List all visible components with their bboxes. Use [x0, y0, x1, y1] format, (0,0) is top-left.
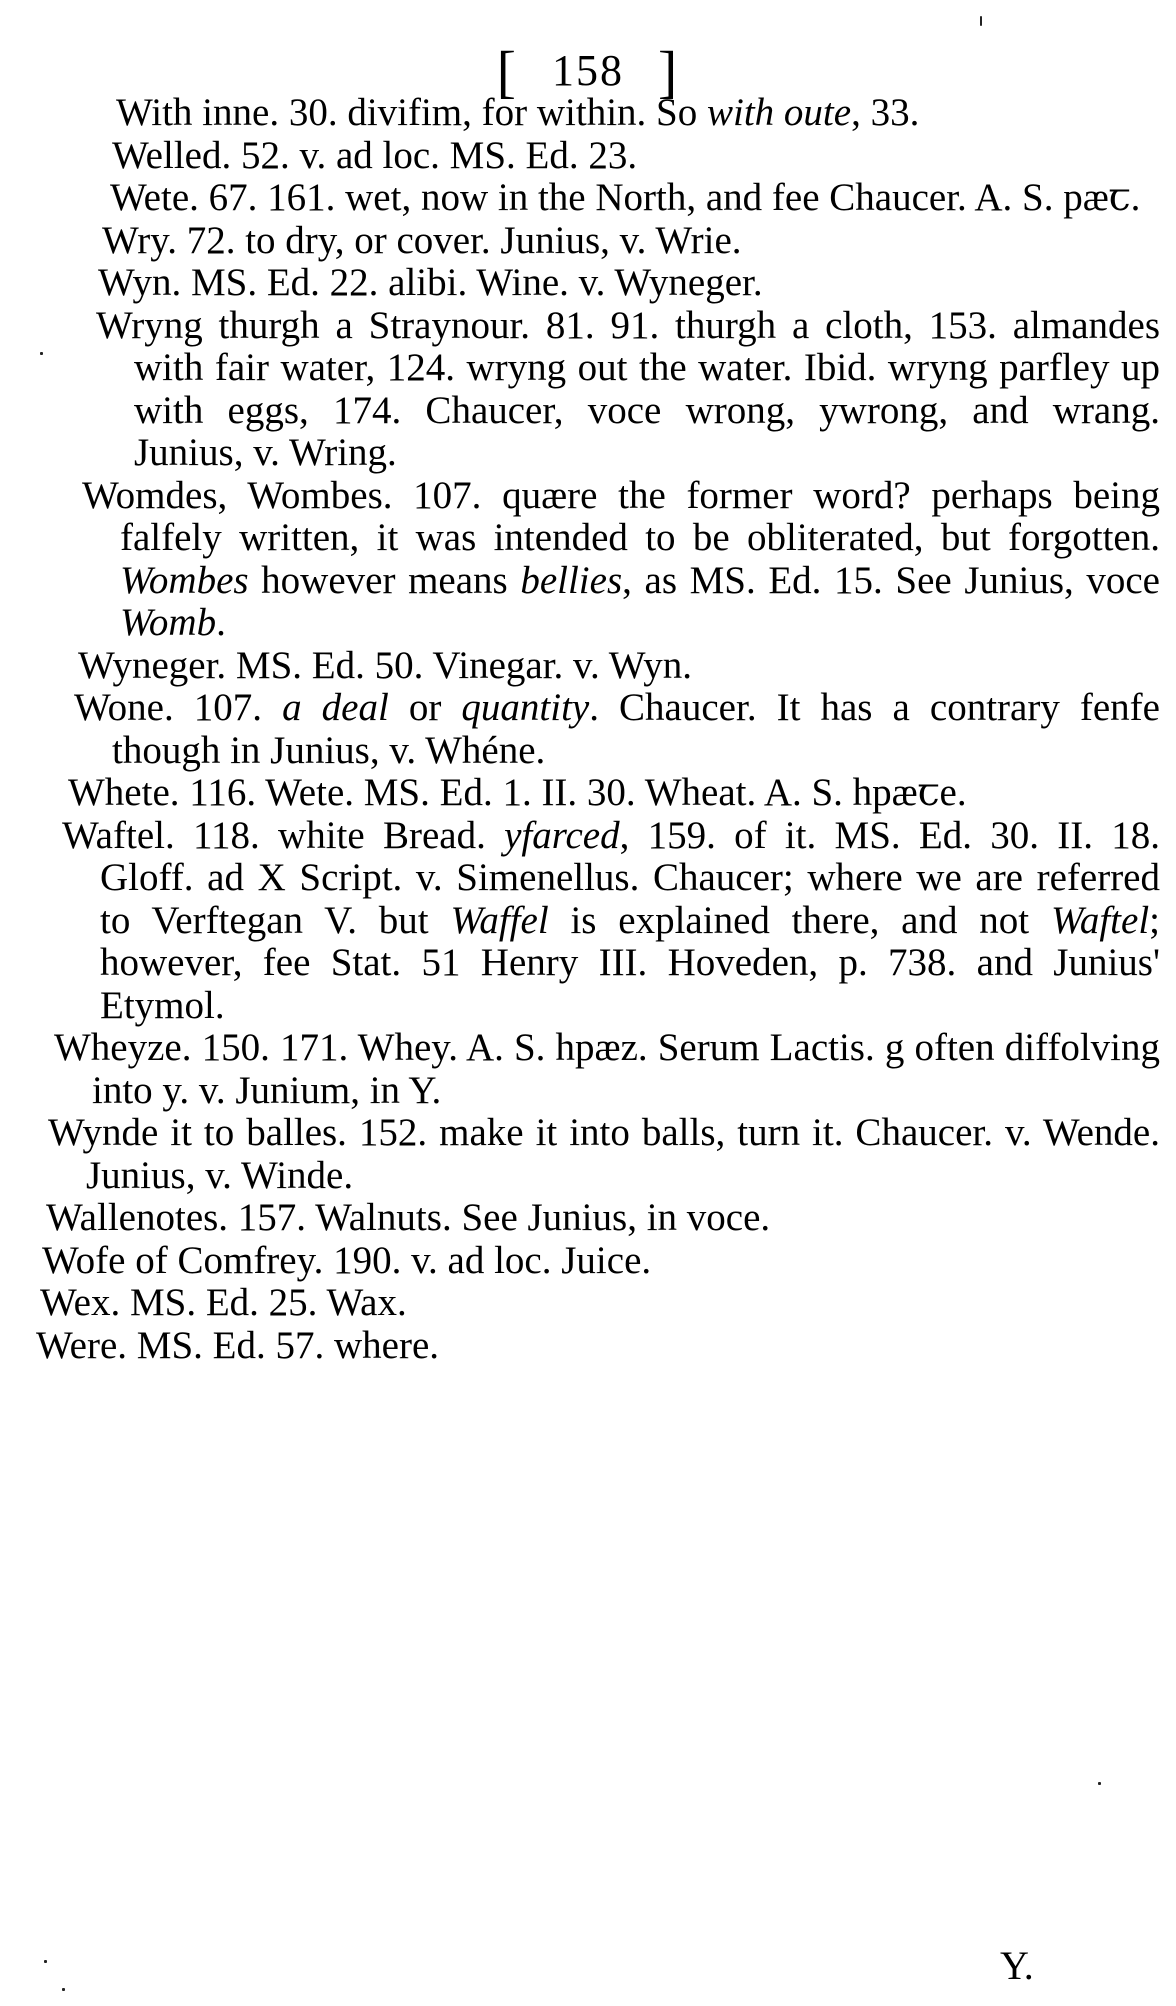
bracket-left: [	[496, 39, 518, 104]
entry-text: Wynde it to balles. 152. make it into balls, turn it. Chaucer. v. Wende. Junius, v. Winde.	[48, 1111, 1160, 1197]
entry-text: or	[388, 686, 462, 729]
glossary-entry	[78, 645, 1160, 688]
entry-text: Welled. 52. v. ad loc. MS. Ed. 23.	[112, 133, 638, 177]
italic-term: Waftel	[1050, 898, 1150, 942]
glossary-entry	[40, 1282, 1160, 1325]
entry-text: Wallenotes. 157. Walnuts. See Junius, in voce.	[46, 1196, 771, 1239]
glossary-entry	[112, 135, 1160, 178]
entry-text: , 33.	[851, 91, 920, 134]
glossary-entry	[36, 1325, 1160, 1368]
scan-speck	[40, 352, 43, 355]
glossary-entry	[96, 305, 1160, 475]
entry-text: , as MS. Ed. 15. See Junius, voce	[622, 558, 1160, 602]
glossary-entry	[116, 92, 1160, 135]
entry-text: Wyneger. MS. Ed. 50. Vinegar. v. Wyn.	[78, 643, 693, 687]
scan-speck	[1098, 1782, 1101, 1785]
entry-text: With inne. 30. divifim, for within. So	[116, 91, 707, 134]
entry-text: Wry. 72. to dry, or cover. Junius, v. Wrie.	[102, 218, 742, 262]
italic-term: Waffel	[450, 898, 549, 942]
entry-text: Wyn. MS. Ed. 22. alibi. Wine. v. Wyneger.	[98, 261, 763, 304]
entry-text: Wex. MS. Ed. 25. Wax.	[40, 1281, 407, 1324]
italic-term: bellies	[520, 558, 623, 602]
italic-term: a deal	[282, 686, 389, 729]
entry-text: is explained there, and not	[548, 898, 1051, 942]
italic-term: yfarced	[504, 813, 620, 857]
glossary-entry	[54, 1027, 1160, 1112]
italic-term: Womb	[120, 601, 217, 644]
entry-text: Wete. 67. 161. wet, now in the North, and fee Chaucer. A. S. pæꞇ.	[110, 176, 1141, 219]
glossary-entry	[110, 177, 1160, 220]
entry-text: . Chaucer. It has a contrary fenfe though in Junius, v. Whéne.	[112, 686, 1160, 772]
italic-term: with oute	[706, 91, 852, 134]
scan-speck	[980, 16, 982, 26]
italic-term: quantity	[461, 686, 590, 729]
page-number-value: 158	[552, 46, 624, 95]
glossary-entry	[102, 220, 1160, 263]
entry-text: Wheyze. 150. 171. Whey. A. S. hpæz. Serum Lactis. g often diffolving into y. v. Junium, in Y.	[54, 1026, 1160, 1112]
entry-text: Wryng thurgh a Straynour. 81. 91. thurgh a cloth, 153. almandes with fair water, 124. wryng out the water. Ibid. wryng parfley up with eggs, 174. Chaucer, voce wrong, ywrong, and wrang. Junius, v. Wring.	[96, 303, 1160, 474]
entry-text: Were. MS. Ed. 57. where.	[36, 1323, 440, 1367]
glossary-entry	[98, 262, 1160, 305]
scan-speck	[44, 1960, 47, 1963]
entry-text: , 159. of it. MS. Ed. 30. II. 18. Gloff. ad X Script. v. Simenellus. Chaucer; where we are referred to Verftegan V. but	[100, 813, 1160, 942]
entry-text: .	[216, 601, 226, 644]
glossary-entry	[74, 687, 1160, 772]
entry-text: Womdes, Wombes. 107. quære the former word? perhaps being falfely written, it was intended to be obliterated, but forgotten.	[82, 473, 1160, 559]
glossary-entry	[62, 815, 1160, 1028]
glossary-entry	[68, 772, 1160, 815]
entry-text: Wone. 107.	[74, 686, 283, 729]
entry-text: Whete. 116. Wete. MS. Ed. 1. II. 30. Wheat. A. S. hpæꞇe.	[68, 771, 967, 814]
glossary-entries	[36, 91, 1161, 1367]
entry-text: ; however, fee Stat. 51 Henry III. Hoveden, p. 738. and Junius' Etymol.	[100, 898, 1161, 1027]
glossary-entry	[82, 475, 1160, 645]
entry-text: however means	[248, 558, 521, 602]
italic-term: Wombes	[120, 558, 249, 602]
glossary-entry	[48, 1112, 1160, 1197]
scan-speck	[62, 1988, 65, 1991]
catchword: Y.	[1000, 1943, 1034, 1988]
bracket-right: ]	[658, 39, 680, 104]
glossary-entry	[46, 1197, 1160, 1240]
entry-text: Wofe of Comfrey. 190. v. ad loc. Juice.	[42, 1238, 652, 1282]
entry-text: Waftel. 118. white Bread.	[62, 813, 505, 857]
glossary-entry	[42, 1240, 1160, 1283]
